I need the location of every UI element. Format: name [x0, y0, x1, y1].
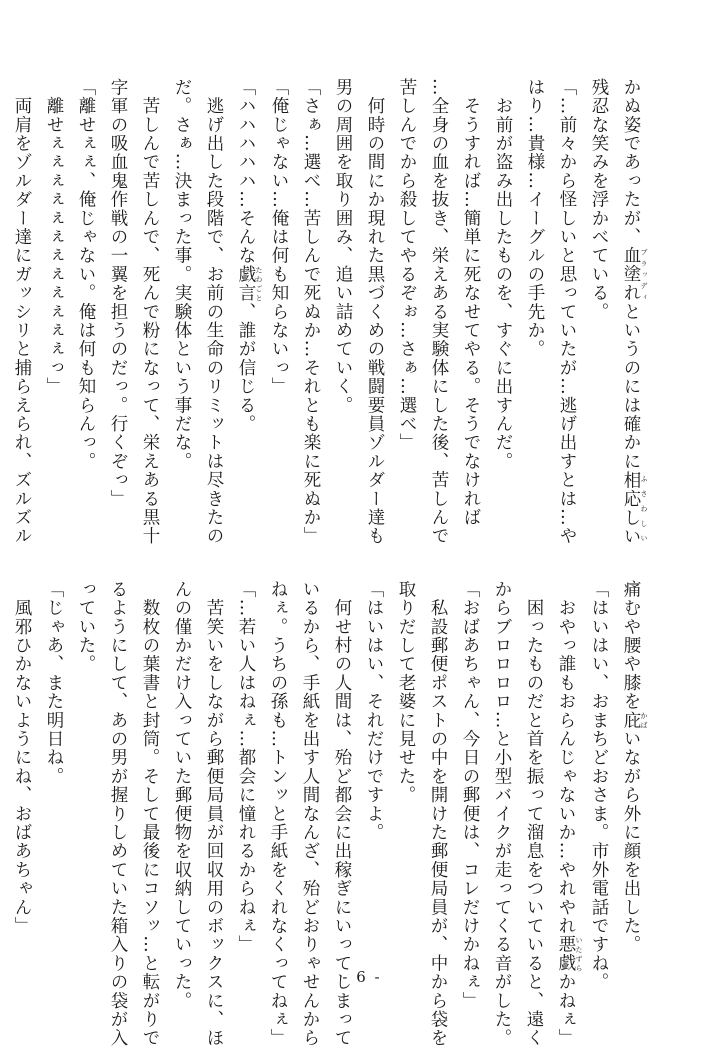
text-line: [0, 78, 6, 488]
text-line: 離せぇぇぇぇぇぇぇぇぇぇぇぇっ」: [44, 78, 64, 396]
text-line: 「俺じゃない…俺は何も知らないっ」: [269, 78, 289, 396]
text-line: 私設郵便ポストの中を開けた郵便局員が、中から袋を: [428, 580, 448, 1048]
text-line: かぬ姿であったが、血塗れ ブラッディというのには確かに相応しい ふさわしい: [621, 78, 648, 546]
text-line: 苦しんでから殺してやるぞぉ…さぁ…選べ」: [397, 78, 417, 452]
text-line: はり…貴様…イーグルの手先か。: [525, 78, 545, 359]
text-line: おやっ誰もおらんじゃないか…やれやれ悪戯 いたずらかねぇ」: [556, 580, 583, 1048]
upper-text-block: [12, 78, 648, 546]
text-line: 痛むや腰や膝を庇 かばいながら外に顔を出した。: [621, 580, 648, 955]
ruby-reading: ふさわしい: [640, 470, 648, 546]
text-line: 風邪ひかないようにね、おばあちゃん」: [12, 580, 32, 936]
text-line: だ。さぁ…決まった事。実験体という事だな。: [172, 78, 192, 471]
text-line: 字軍の吸血鬼作戦の一翼を担うのだっ。行くぞっ」: [108, 78, 128, 509]
ruby-reading: たわごと: [255, 265, 263, 303]
text-line: 男の周囲を取り囲み、追い詰めていく。: [333, 78, 353, 415]
text-line: 「おばあちゃん、今日の郵便は、コレだけかねぇ」: [460, 580, 480, 1011]
text-line: 何時の間にか現れた黒づくめの戦闘要員ゾルダー達も: [365, 78, 385, 546]
text-line: 数枚の葉書と封筒。そして最後にコソッ…と転がりで: [140, 580, 160, 1048]
text-line: 取りだして老婆に見せた。: [396, 580, 416, 805]
ruby-word: 相応しい ふさわしい: [621, 470, 648, 546]
text-line: 残忍な笑みを浮かべている。: [589, 78, 609, 322]
text-line: っていた。: [76, 580, 96, 674]
text-line: 「ハハハハハ…そんな戯言 たわごと、誰が信じる。: [236, 78, 263, 434]
text-line: お前が盗み出したものを、すぐに出すんだ。: [493, 78, 513, 471]
text-line: 「さぁ…選べ…苦しんで死ぬか…それとも楽に死ぬか」: [301, 78, 321, 546]
text-line: 苦笑いをしながら郵便局員が回収用のボックスに、ほ: [204, 580, 224, 1048]
ruby-reading: いたずら: [575, 935, 583, 973]
ruby-reading: かば: [640, 710, 648, 730]
text-line: 「…若い人はねぇ…都会に憧れるからねぇ」: [236, 580, 256, 954]
text-line: るようにして、あの男が握りしめていた箱入りの袋が入: [108, 580, 128, 1048]
ruby-word: 悪戯 いたずら: [556, 935, 583, 973]
text-line: 逃げ出した段階で、お前の生命のリミットは尽きたの: [204, 78, 224, 546]
text-line: そうすれば…簡単に死なせてやる。そうでなければ: [461, 78, 481, 527]
text-line: 両肩をゾルダー達にガッシリと捕らえられ、ズルズル: [12, 78, 32, 546]
text-line: 何せ村の人間は、殆ど都会に出稼ぎにいってしまって: [332, 580, 352, 1048]
text-line: 困ったものだと首を振って溜息をついていると、遠く: [524, 580, 544, 1048]
text-line: 苦しんで苦しんで、死んで粉になって、栄えある黒十: [140, 78, 160, 546]
ruby-reading: ブラッディ: [640, 246, 648, 303]
ruby-word: 戯言 たわごと: [236, 265, 263, 303]
lower-text-block: [12, 580, 648, 1048]
ruby-word: 血塗れ ブラッディ: [621, 246, 648, 303]
text-line: [0, 580, 6, 1000]
text-line: からブロロロロ…と小型バイクが走ってくる音がした。: [492, 580, 512, 1048]
text-line: ねぇ。うちの孫も…トンッと手紙をくれなくってねぇ」: [268, 580, 288, 1048]
text-line: んの僅かだけ入っていた郵便物を収納していった。: [172, 580, 192, 1011]
text-line: 「はいはい、それだけですよ。: [364, 580, 384, 842]
text-line: …全身の血を抜き、栄えある実験体にした後、苦しんで: [429, 78, 449, 546]
text-line: 「はいはい、おまちどおさま。市外電話ですね。: [589, 580, 609, 992]
ruby-word: 庇 かば: [621, 710, 648, 730]
page-number: - 6 -: [342, 968, 382, 986]
text-line: 「…前々から怪しいと思っていたが…逃げ出すとは…や: [557, 78, 577, 546]
text-line: 「じゃあ、また明日ね。: [44, 580, 64, 786]
text-line: 「離せぇぇ、俺じゃない。俺は何も知らんっ。: [76, 78, 96, 471]
text-line: いるから、手紙を出す人間なんざ、殆どおりゃせんから: [300, 580, 320, 1048]
